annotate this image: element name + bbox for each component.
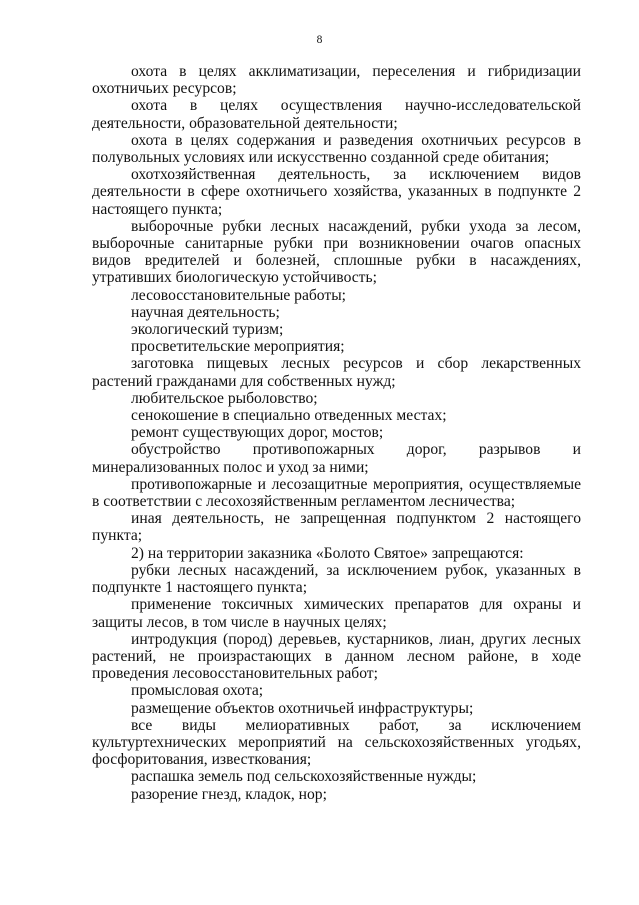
paragraph-15: противопожарные и лесозащитные мероприятия, осуществляемые в соответствии с лесохозяйственным регламентом лесничества; [92,475,581,511]
paragraph-12: сенокошение в специально отведенных местах; [131,407,447,425]
document-body [92,63,581,803]
paragraph-3: охота в целях содержания и разведения охотничьих ресурсов в полувольных условиях или искусственно созданной среде обитания; [92,131,581,167]
paragraph-13: ремонт существующих дорог, мостов; [131,424,384,442]
paragraph-7: научная деятельность; [131,303,280,321]
paragraph-17: 2) на территории заказника «Болото Святое» запрещаются: [131,544,524,562]
paragraph-4: охотхозяйственная деятельность, за исключением видов деятельности в сфере охотничьего хозяйства, указанных в подпункте 2 настоящего пункта; [92,166,581,218]
paragraph-25: разорение гнезд, кладок, нор; [131,785,327,803]
paragraph-8: экологический туризм; [131,321,284,339]
paragraph-6: лесовосстановительные работы; [131,286,347,304]
paragraph-20: интродукция (пород) деревьев, кустарников, лиан, других лесных растений, не произрастающих в данном лесном районе, в ходе проведения лесовосстановительных работ; [92,630,581,683]
paragraph-24: распашка земель под сельскохозяйственные нужды; [131,768,477,786]
paragraph-16: иная деятельность, не запрещенная подпунктом 2 настоящего пункта; [92,510,581,545]
paragraph-22: размещение объектов охотничьей инфраструктуры; [131,699,474,717]
paragraph-18: рубки лесных насаждений, за исключением рубок, указанных в подпункте 1 настоящего пункта; [92,561,581,597]
paragraph-21: промысловая охота; [131,682,264,700]
paragraph-9: просветительские мероприятия; [131,338,345,356]
paragraph-14: обустройство противопожарных дорог, разрывов и минерализованных полос и уход за ними; [92,441,581,476]
paragraph-5: выборочные рубки лесных насаждений, рубки ухода за лесом, выборочные санитарные рубки при возникновении очагов опасных видов вредителей и болезней, сплошные рубки в насаждениях, утративших биологическую устойчивость; [92,217,581,287]
paragraph-23: все виды мелиоративных работ, за исключением культуртехнических мероприятий на сельскохозяйственных угодьях, фосфоритования, известкования; [92,716,581,769]
paragraph-19: применение токсичных химических препаратов для охраны и защиты лесов, в том числе в научных целях; [92,596,581,631]
page-number: 8 [316,34,323,46]
paragraph-10: заготовка пищевых лесных ресурсов и сбор лекарственных растений гражданами для собственных нужд; [92,355,581,390]
paragraph-1: охота в целях акклиматизации, переселения и гибридизации охотничьих ресурсов; [92,63,581,98]
paragraph-2: охота в целях осуществления научно-исследовательской деятельности, образовательной деятельности; [92,97,581,132]
paragraph-11: любительское рыболовство; [131,389,318,407]
